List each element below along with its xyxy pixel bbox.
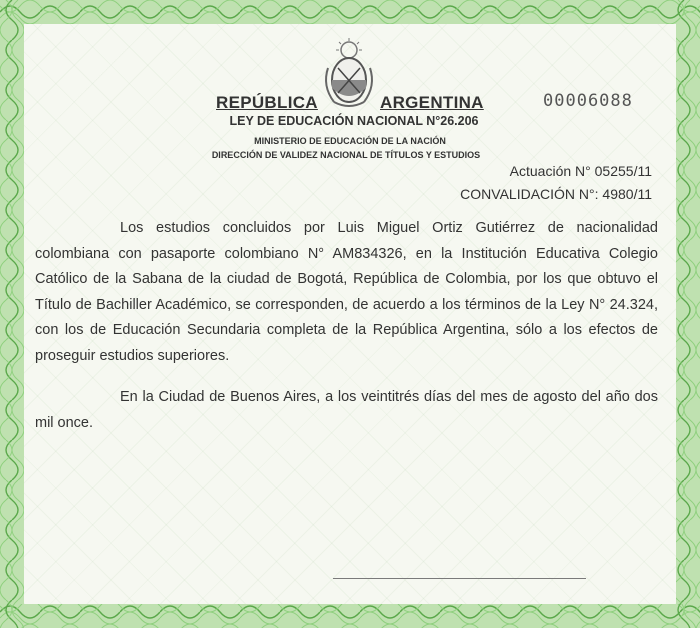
- country-title-left: REPÚBLICA: [216, 93, 318, 112]
- law-reference: [0, 114, 700, 128]
- certificate-body: Los estudios concluidos por Luis Miguel Ortiz Gutiérrez de nacionalidad colombiana con pasaporte colombiano N° AM834326, en la Institución Educativa Colegio Católico de la Sabana de la ciudad de Bogotá, República de Colombia, por los que obtuvo el Título de Bachiller Académico, se corresponden, de acuerdo a los términos de la Ley N° 24.324, con los de Educación Secundaria completa de la República Argentina, sólo a los efectos de proseguir estudios superiores.: [35, 220, 658, 364]
- coat-of-arms-icon: [320, 38, 378, 110]
- ministry-text: MINISTERIO DE EDUCACIÓN DE LA NACIÓN: [254, 136, 446, 146]
- convalidacion-number: CONVALIDACIÓN N°: 4980/11: [460, 186, 652, 202]
- ministry-name: [0, 136, 700, 146]
- signature-line: [333, 578, 586, 579]
- law-text: LEY DE EDUCACIÓN NACIONAL N°26.206: [229, 114, 479, 128]
- actuacion-number: Actuación N° 05255/11: [509, 163, 652, 179]
- serial-number: 00006088: [543, 91, 633, 111]
- closing-statement: En la Ciudad de Buenos Aires, a los veintitrés días del mes de agosto del año dos mil once.: [35, 389, 658, 431]
- direction-text: DIRECCIÓN DE VALIDEZ NACIONAL DE TÍTULOS Y ESTUDIOS: [211, 150, 481, 160]
- direction-name: [0, 150, 700, 160]
- country-title-right: ARGENTINA: [380, 93, 484, 112]
